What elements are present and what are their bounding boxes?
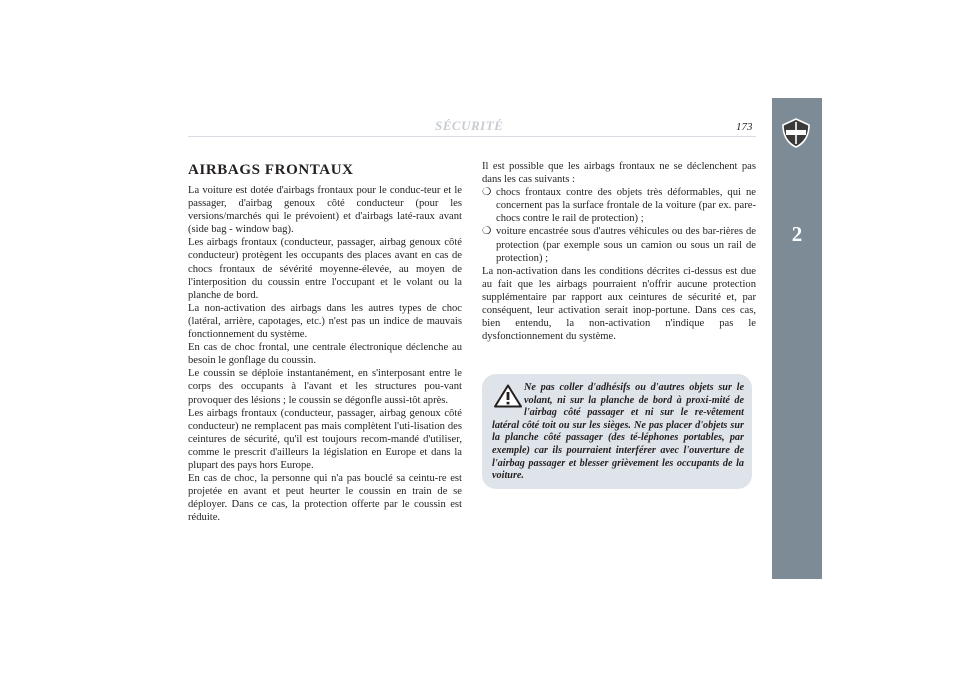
list-item-text: voiture encastrée sous d'autres véhicules ou des bar-rières de protection (par exemple sous un camion ou sous un rail de protection) ; — [496, 226, 756, 264]
body-paragraph: En cas de choc frontal, une centrale électronique déclenche au besoin le gonflage du coussin. — [188, 342, 462, 367]
warning-box — [482, 374, 752, 489]
bullet-circle-icon: ❍ — [482, 226, 492, 238]
list-item — [482, 186, 756, 225]
bullet-list — [482, 186, 756, 265]
page-number: 173 — [736, 121, 753, 133]
section-header-title: SÉCURITÉ — [435, 118, 504, 133]
list-item-text: chocs frontaux contre des objets très déformables, qui ne concernent pas la surface frontale de la voiture (par ex. pare-chocs contre le rail de protection) ; — [496, 187, 756, 225]
body-paragraph: La non-activation des airbags dans les autres types de choc (latéral, arrière, capotages, etc.) n'est pas un indice de mauvais fonctionnement du système. — [188, 302, 462, 341]
body-paragraph: Les airbags frontaux (conducteur, passager, airbag genoux côté conducteur) ne remplacent pas mais complètent l'uti-lisation des ceintures de sécurité, qu'il est toujours recom-mandé d'utiliser, comme le prescrit d'ailleurs la législation en Europe et dans la plupart des pays hors Europe. — [188, 407, 462, 471]
chapter-number: 2 — [791, 222, 803, 246]
section-title: AIRBAGS FRONTAUX — [188, 162, 354, 178]
body-paragraph: La voiture est dotée d'airbags frontaux pour le conduc-teur et le passager, d'airbag genoux côté conducteur (pour les versions/marchés qui le prévoient) et d'airbags laté-raux avant (side bag - window bag). — [188, 185, 462, 236]
lancia-logo-icon — [780, 117, 812, 149]
bullet-circle-icon: ❍ — [482, 187, 492, 199]
right-column — [482, 160, 756, 343]
warning-text: Ne pas coller d'adhésifs ou d'autres objets sur le volant, ni sur la planche de bord à proxi-mité de l'airbag côté passager et ni sur le re-vêtement latéral côté toit ou sur les sièges. Ne pas placer d'objets sur la planche côté passager (des té-léphones portables, par exemple) car ils pourraient interférer avec l'ouverture de l'airbag passager et blesser grièvement les occupants de la voiture. — [492, 382, 744, 482]
header-divider — [188, 136, 756, 137]
body-paragraph: Le coussin se déploie instantanément, en s'interposant entre le corps des occupants à l'avant et les structures pou-vant provoquer des lésions ; le coussin se dégonfle aussi-tôt après. — [188, 368, 462, 406]
chapter-side-tab — [772, 98, 822, 579]
closing-paragraph: La non-activation dans les conditions décrites ci-dessus est due au fait que les airbags pourraient n'offrir aucune protection supplémentaire par rapport aux ceintures de sécurité et, par conséquent, leur activation serait inop-portune. Dans ces cas, bien entendu, la non-activation n'indique pas le dysfonctionnement du système. — [482, 265, 756, 343]
body-paragraph: Les airbags frontaux (conducteur, passager, airbag genoux côté conducteur) protègent les occupants des places avant en cas de chocs frontaux de sévérité moyenne-élevée, au moyen de l'interposition du coussin entre l'occupant et le volant ou la planche de bord. — [188, 237, 462, 301]
body-paragraph: En cas de choc, la personne qui n'a pas bouclé sa ceintu-re est projetée en avant et peut heurter le coussin en train de se déployer. Dans ce cas, la protection offerte par le coussin est réduite. — [188, 473, 462, 524]
left-column — [188, 160, 462, 524]
list-item — [482, 225, 756, 264]
intro-paragraph: Il est possible que les airbags frontaux ne se déclenchent pas dans les cas suivants : — [482, 161, 756, 186]
